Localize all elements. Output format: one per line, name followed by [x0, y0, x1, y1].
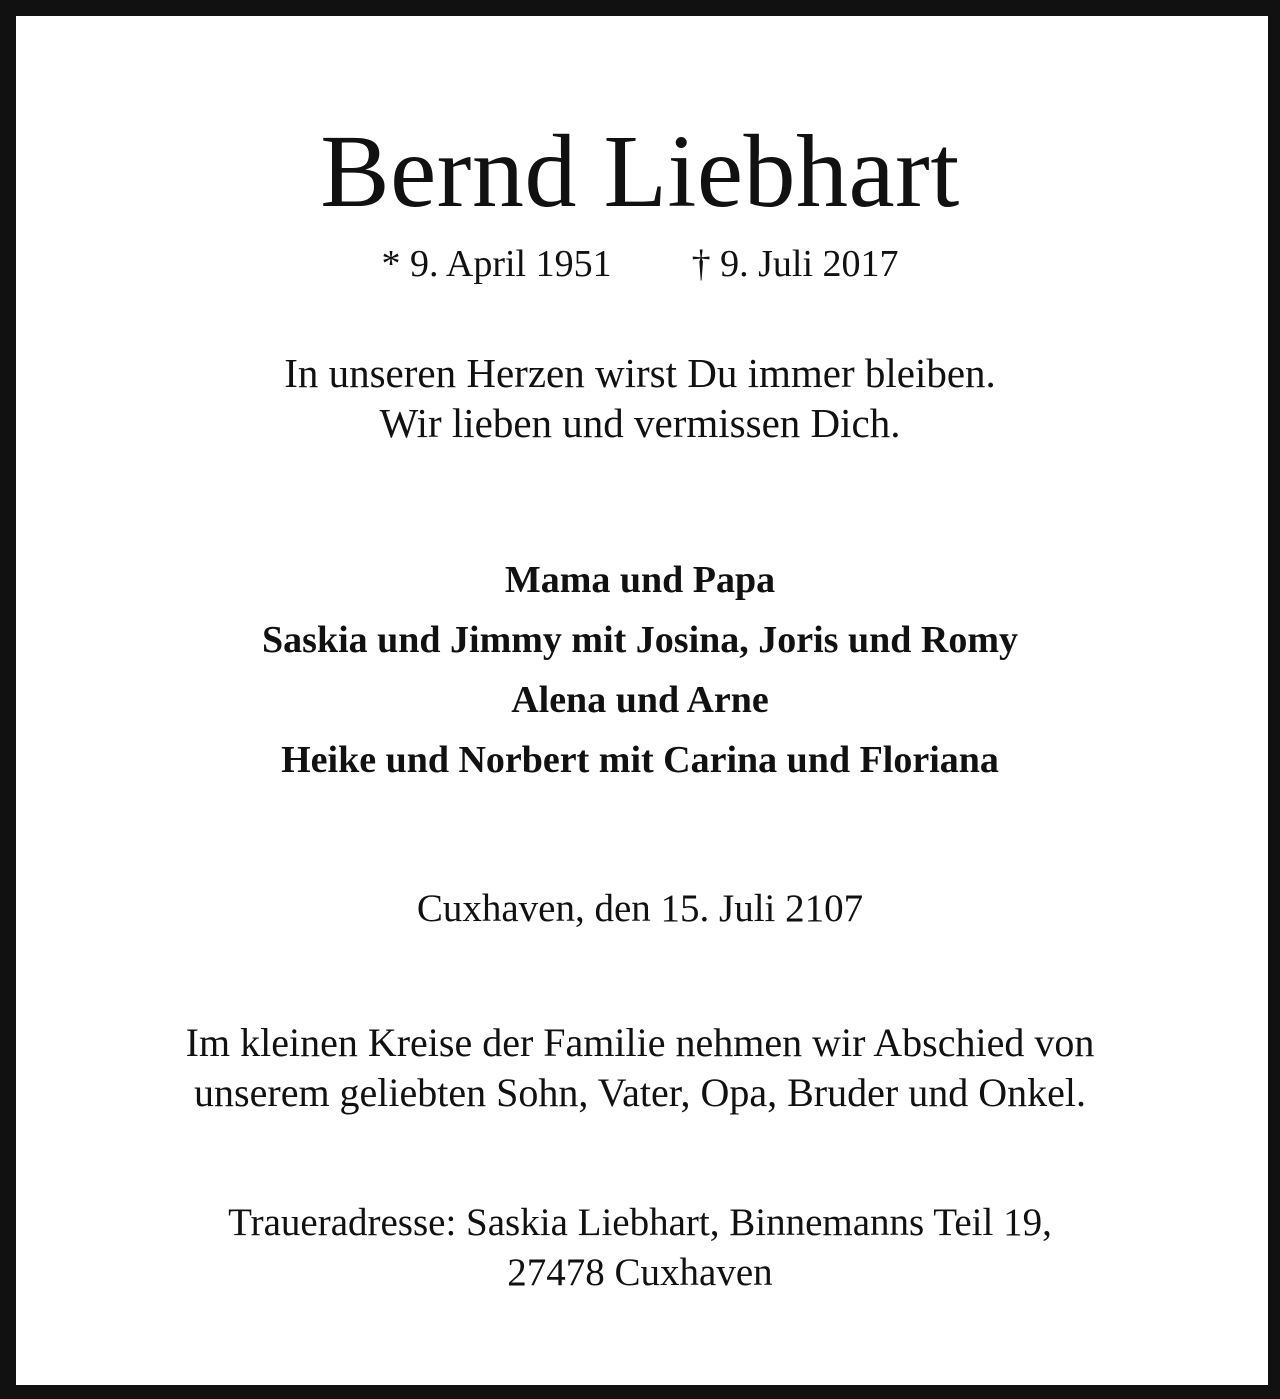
- mourning-address: [0, 1198, 1280, 1298]
- family-list: [0, 550, 1280, 790]
- address-line: Traueradresse: Saskia Liebhart, Binnemanns Teil 19,: [228, 1201, 1052, 1244]
- memorial-verse: [0, 348, 1280, 448]
- birth-date: * 9. April 1951: [381, 243, 612, 285]
- farewell-notice: [0, 1018, 1280, 1118]
- life-dates: [0, 240, 1280, 288]
- death-date: † 9. Juli 2017: [691, 243, 899, 285]
- verse-line: Wir lieben und vermissen Dich.: [379, 400, 901, 446]
- deceased-name: Bernd Liebhart: [320, 114, 960, 229]
- notice-line: unserem geliebten Sohn, Vater, Opa, Bruder und Onkel.: [194, 1070, 1086, 1115]
- notice-line: Im kleinen Kreise der Familie nehmen wir Abschied von: [185, 1020, 1095, 1065]
- place-and-date: Cuxhaven, den 15. Juli 2107: [416, 887, 864, 930]
- family-line: Alena und Arne: [511, 679, 769, 721]
- verse-line: In unseren Herzen wirst Du immer bleiben.: [284, 350, 996, 396]
- family-line: Saskia und Jimmy mit Josina, Joris und Romy: [262, 619, 1018, 661]
- address-line: 27478 Cuxhaven: [507, 1251, 773, 1294]
- family-line: Mama und Papa: [504, 559, 776, 601]
- family-line: Heike und Norbert mit Carina und Floriana: [281, 739, 999, 781]
